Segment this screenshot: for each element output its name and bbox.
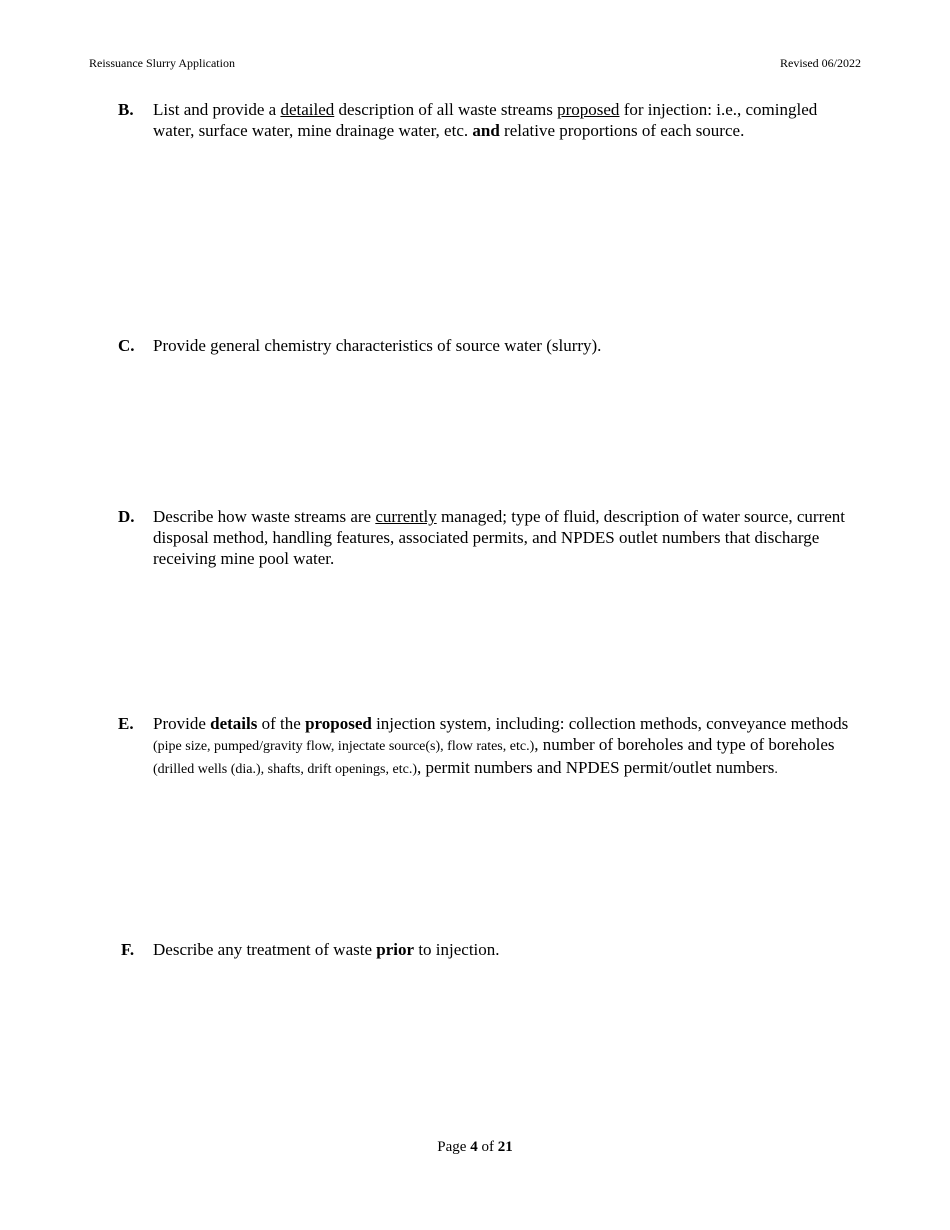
question-e-letter: E.: [118, 714, 134, 733]
question-c-text: Provide general chemistry characteristics of source water (slurry).: [153, 336, 602, 355]
current-page: 4: [470, 1139, 478, 1155]
borehole-examples: (drilled wells (dia.), shafts, drift openings, etc.): [153, 762, 417, 777]
question-f: [118, 939, 858, 960]
question-c: [118, 335, 858, 356]
header-revision-date: Revised 06/2022: [780, 56, 861, 70]
question-d-letter: D.: [118, 507, 135, 526]
question-d-text: Describe how waste streams are currently managed; type of fluid, description of water source, current disposal method, handling features, associated permits, and NPDES outlet numbers that discharge receiving mine pool water.: [153, 507, 846, 568]
question-b: [118, 99, 858, 141]
question-d: [118, 506, 858, 569]
emphasis-prior: prior: [376, 940, 415, 959]
emphasis-detailed: detailed: [280, 100, 335, 119]
emphasis-currently: currently: [375, 507, 437, 526]
page-number: Page 4 of 21: [437, 1139, 513, 1155]
question-f-text: Describe any treatment of waste prior to injection.: [153, 940, 500, 959]
emphasis-proposed: proposed: [557, 100, 620, 119]
question-e: [118, 713, 858, 780]
emphasis-and: and: [472, 121, 500, 140]
emphasis-proposed: proposed: [305, 714, 372, 733]
question-f-letter: F.: [121, 940, 135, 959]
total-pages: 21: [497, 1139, 513, 1155]
header-document-title: Reissuance Slurry Application: [89, 56, 235, 70]
conveyance-examples: (pipe size, pumped/gravity flow, injectate source(s), flow rates, etc.): [153, 739, 535, 754]
question-b-letter: B.: [118, 100, 134, 119]
question-c-letter: C.: [118, 336, 135, 355]
question-b-text: List and provide a detailed description of all waste streams proposed for injection: i.e., comingled water, surface water, mine drainage water, etc. and relative proportions of each source.: [153, 100, 818, 140]
question-e-text: Provide details of the proposed injection system, including: collection methods, conveyance methods (pipe size, pumped/gravity flow, injectate source(s), flow rates, etc.), number of boreholes and type of boreholes (drilled wells (dia.), shafts, drift openings, etc.), permit numbers and NPDES permit/outlet numbers.: [153, 714, 849, 777]
emphasis-details: details: [210, 714, 258, 733]
